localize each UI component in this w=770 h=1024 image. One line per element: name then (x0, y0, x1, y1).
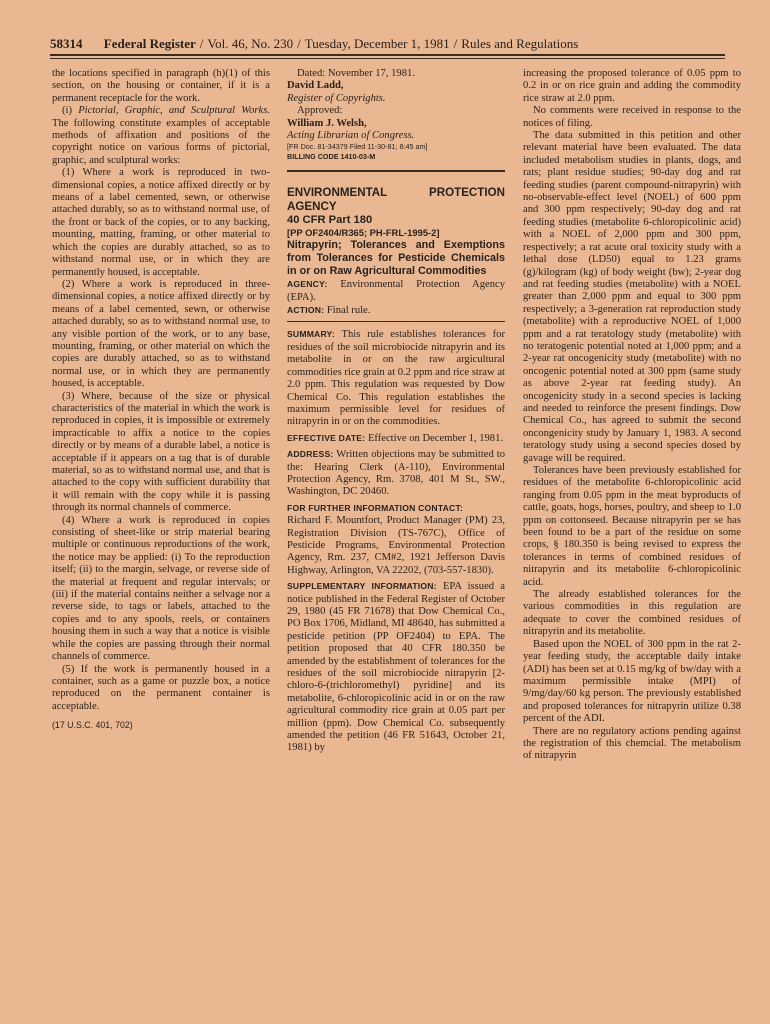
signer-name: David Ladd, (287, 80, 344, 92)
paragraph: increasing the proposed tolerance of 0.05 ppm to 0.2 in or on rice grain and adding the commodity rice straw at 2.0 ppm. (523, 68, 741, 104)
paragraph: (2) Where a work is reproduced in three-dimensional copies, a notice affixed directly or by means of a label cemented, sewn, or otherwise attached durably, so as to withstand normal use, to any visible portion of the work, or to any base, mounting, framing, or other material on which the copies are durably attached, so as to withstand normal use, or in which they are permanently housed, is acceptable. (52, 278, 270, 390)
signer-title: Acting Librarian of Congress. (287, 130, 415, 142)
publication-name: Federal Register (103, 36, 196, 51)
docket-number: [PP OF2404/R365; PH-FRL-1995-2] (287, 226, 440, 238)
billing-code: BILLING CODE 1410-03-M (287, 152, 376, 162)
contact-label: FOR FURTHER INFORMATION CONTACT: (287, 502, 464, 513)
paragraph: (5) If the work is permanently housed in a container, such as a game or puzzle box, a notice reproduced on the permanent container is acceptable. (52, 663, 270, 712)
paragraph: (1) Where a work is reproduced in two-dimensional copies, a notice affixed directly or by means of a label cemented, sewn, or otherwise attached durably, so as to withstand normal use, of the front or back of the copies, or to any backing, mounting, matting, framing, or other material to which the copies are durably attached, so as to withstand normal use, or in which they are permanently housed, is acceptable. (52, 167, 270, 278)
agency-line: AGENCY: Environmental Protection Agency (EPA). (287, 279, 505, 303)
column-left (52, 68, 270, 732)
section-divider (287, 170, 505, 172)
action-line: ACTION: Final rule. (287, 305, 371, 317)
approved-line: Approved: (297, 105, 343, 117)
divider (287, 321, 505, 322)
effective-date: EFFECTIVE DATE: Effective on December 1, 1981. (287, 432, 504, 444)
summary: SUMMARY: This rule establishes tolerances for residues of the soil microbiocide nitrapyrin and its metabolite in or on the raw argicultural commodities rice grain at 0.2 ppm and rice straw at 2.0 ppm. This regulation was requested by Dow Chemical Co. This regulation establishes the maximum permissible level for residues of nitrapyrin in or on the commodities. (287, 329, 505, 428)
contact: FOR FURTHER INFORMATION CONTACT: Richard F. Mountfort, Product Manager (PM) 23, Registration Division (TS-767C), Office of Pesticide Programs, Environmental Protection Agency, Rm. 237, CM#2, 1921 Jefferson Davis Highway, Arlington, VA 22202, (703-557-1830). (287, 502, 505, 576)
page-number: 58314 (50, 36, 83, 51)
paragraph: (4) Where a work is reproduced in copies consisting of sheet-like or strip material bearing multiple or continuous reproductions of the work, the notice may be applied: (i) To the reproduction itself; (ii) to the margin, selvage, or reverse side of the material at frequent and regular intervals; or (iii) if the material contains neither a selvage nor a reverse side, to tags or labels, attached to the copies and to any spools, reels, or containers housing them in such a way that a notice is visible while the copies are passing through their normal channels of commerce. (52, 514, 270, 663)
summary-label: SUMMARY: (287, 329, 335, 340)
address-label: ADDRESS: (287, 449, 334, 460)
signer-title: Register of Copyrights. (287, 92, 386, 104)
header-rule (50, 54, 725, 56)
agency-heading: ENVIRONMENTAL PROTECTION AGENCY (287, 186, 505, 214)
section-name: Rules and Regulations (461, 36, 579, 51)
action-label: ACTION: (287, 305, 325, 316)
paragraph: There are no regulatory actions pending against the registration of this chemcial. The metabolism of nitrapyrin (523, 725, 741, 762)
header-rule-thin (50, 58, 725, 59)
cfr-part: 40 CFR Part 180 (287, 214, 373, 227)
fr-doc-line: [FR Doc. 81-34379 Filed 11-30-81; 8:45 am] (287, 142, 428, 152)
dated-line: Dated: November 17, 1981. (297, 68, 415, 79)
running-header: 58314 Federal Register / Vol. 46, No. 230 / Tuesday, December 1, 1981 / Rules and Regulations (50, 36, 579, 51)
effective-date-label: EFFECTIVE DATE: (287, 432, 366, 443)
paragraph: No comments were received in response to the notices of filing. (523, 105, 741, 129)
paragraph: The already established tolerances for the various commodities in this regulation are adequate to cover the combined residues of nitrapyrin and its metabolite. (523, 589, 741, 638)
paragraph: The data submitted in this petition and other relevant material have been evaluated. The data included metabolism studies in plants, dogs, and rats; plant residue studies; 90-day dog and rat feeding studies (parent compound-nitrapyrin) with no-observable-effect level (NOEL) of 600 ppm and 300 ppm respectively; 90-day dog and rat feeding studies (metabolite 6-chloropicolinic acid) with a NOEL of 2,000 ppm and 300 ppm, respectively; a rat acute oral toxicity study with a lethal dose (LD50) equal to 1.23 grams (g)/kilogram (kg) of body weight (bw); 2-year dog and rat feeding studies (metabolite) with a NOEL greater than 2,000 ppm and equal to 300 ppm respectively; a 3-generation rat reproduction study (metabolite) with a reproductive NOEL of 1,000 ppm and a rat teratology study (metabolite) with no teratogenic potential noted at 1,000 ppm; and a 2-year rat oncogenicity study (metabolite) with no oncogenic potential noted at 300 ppm (same study as above 2-year rat feeding study). An oncogenicity study in a second species is lacking and needed to reinforce the present findings. Dow Chemical Co., has agreed to submit the second oncongenicity study by January 1, 1983. A second teratology study using a second species dosed by gavage will be required. (523, 130, 741, 464)
paragraph: (i) Pictorial, Graphic, and Sculptural Works. The following constitute examples of acceptable methods of affixation and positions of the copyright notice on various forms of pictorial, graphic, and sculptural works: (52, 105, 271, 166)
paragraph: Tolerances have been previously established for residues of the metabolite 6-chloropicolinic acid ranging from 0.05 ppm in the meat byproducts of cattle, goats, hogs, horses, poultry, and sheep to 1.0 ppm on cottonseed. Because nitrapyrin per se has been found to be a part of the residue on some crops, § 180.350 is being revised to express the tolerances in terms of combined residues of nitrapyrin and its metabolite 6-chloropicolinic acid. (523, 465, 741, 588)
volume-info: Vol. 46, No. 230 (207, 36, 294, 51)
issue-date: Tuesday, December 1, 1981 (304, 36, 450, 51)
paragraph: Based upon the NOEL of 300 ppm in the rat 2-year feeding study, the acceptable daily intake (ADI) has been set at 0.15 mg/kg of bw/day with a maximum permissible intake (MPI) of 9/mg/day/60 kg person. The previously established and proposed tolerances for nitrapyrin utilize 0.38 percent of the ADI. (523, 638, 741, 725)
column-right (523, 68, 741, 763)
paragraph: the locations specified in paragraph (h)(1) of this section, on the housing or container, if it is a permanent receptacle for the work. (52, 68, 270, 104)
column-middle (287, 68, 505, 755)
signer-name: William J. Welsh, (287, 117, 367, 129)
rule-title: Nitrapyrin; Tolerances and Exemptions from Tolerances for Pesticide Chemicals in or on Raw Agricultural Commodities (287, 239, 505, 278)
supplementary-info: SUPPLEMENTARY INFORMATION: EPA issued a notice published in the Federal Register of October 29, 1980 (45 FR 71678) that Dow Chemical Co., PO Box 1706, Midland, MI 48640, has submitted a pesticide petition (PP OF2404) to EPA. The petition proposed that 40 CFR 180.350 be amended by the establishment of tolerances for the residues of the soil microbiocide nitrapyrin [2-chloro-6-(trichloromethyl) pyridine] and its metabolite, 6-chloropicolinic acid in or on the raw agricultural commodity rice grain at 0.05 part per million (ppm). Dow Chemical Co. subsequently amended the petition (46 FR 51643, October 21, 1981) by (287, 581, 505, 754)
paragraph: (3) Where, because of the size or physical characteristics of the material in which the work is reproduced in copies, it is impossible or extremely impracticable to affix a notice to the copies directly or by means of a durable label, a notice is acceptable if it appears on a tag that is of durable material, so as to withstand normal use, and that is attached to the copy with sufficient durability that it will remain with the copy while it is passing through its normal channels of commerce. (52, 390, 270, 514)
subsection-title: Pictorial, Graphic, and Sculptural Works. (78, 105, 271, 117)
authority-citation: (17 U.S.C. 401, 702) (52, 720, 133, 731)
supplementary-label: SUPPLEMENTARY INFORMATION: (287, 581, 437, 592)
agency-label: AGENCY: (287, 279, 328, 290)
address: ADDRESS: Written objections may be submitted to the: Hearing Clerk (A-110), Environmental Protection Agency, Rm. 3708, 401 M St., SW., Washington, DC 20460. (287, 449, 505, 498)
